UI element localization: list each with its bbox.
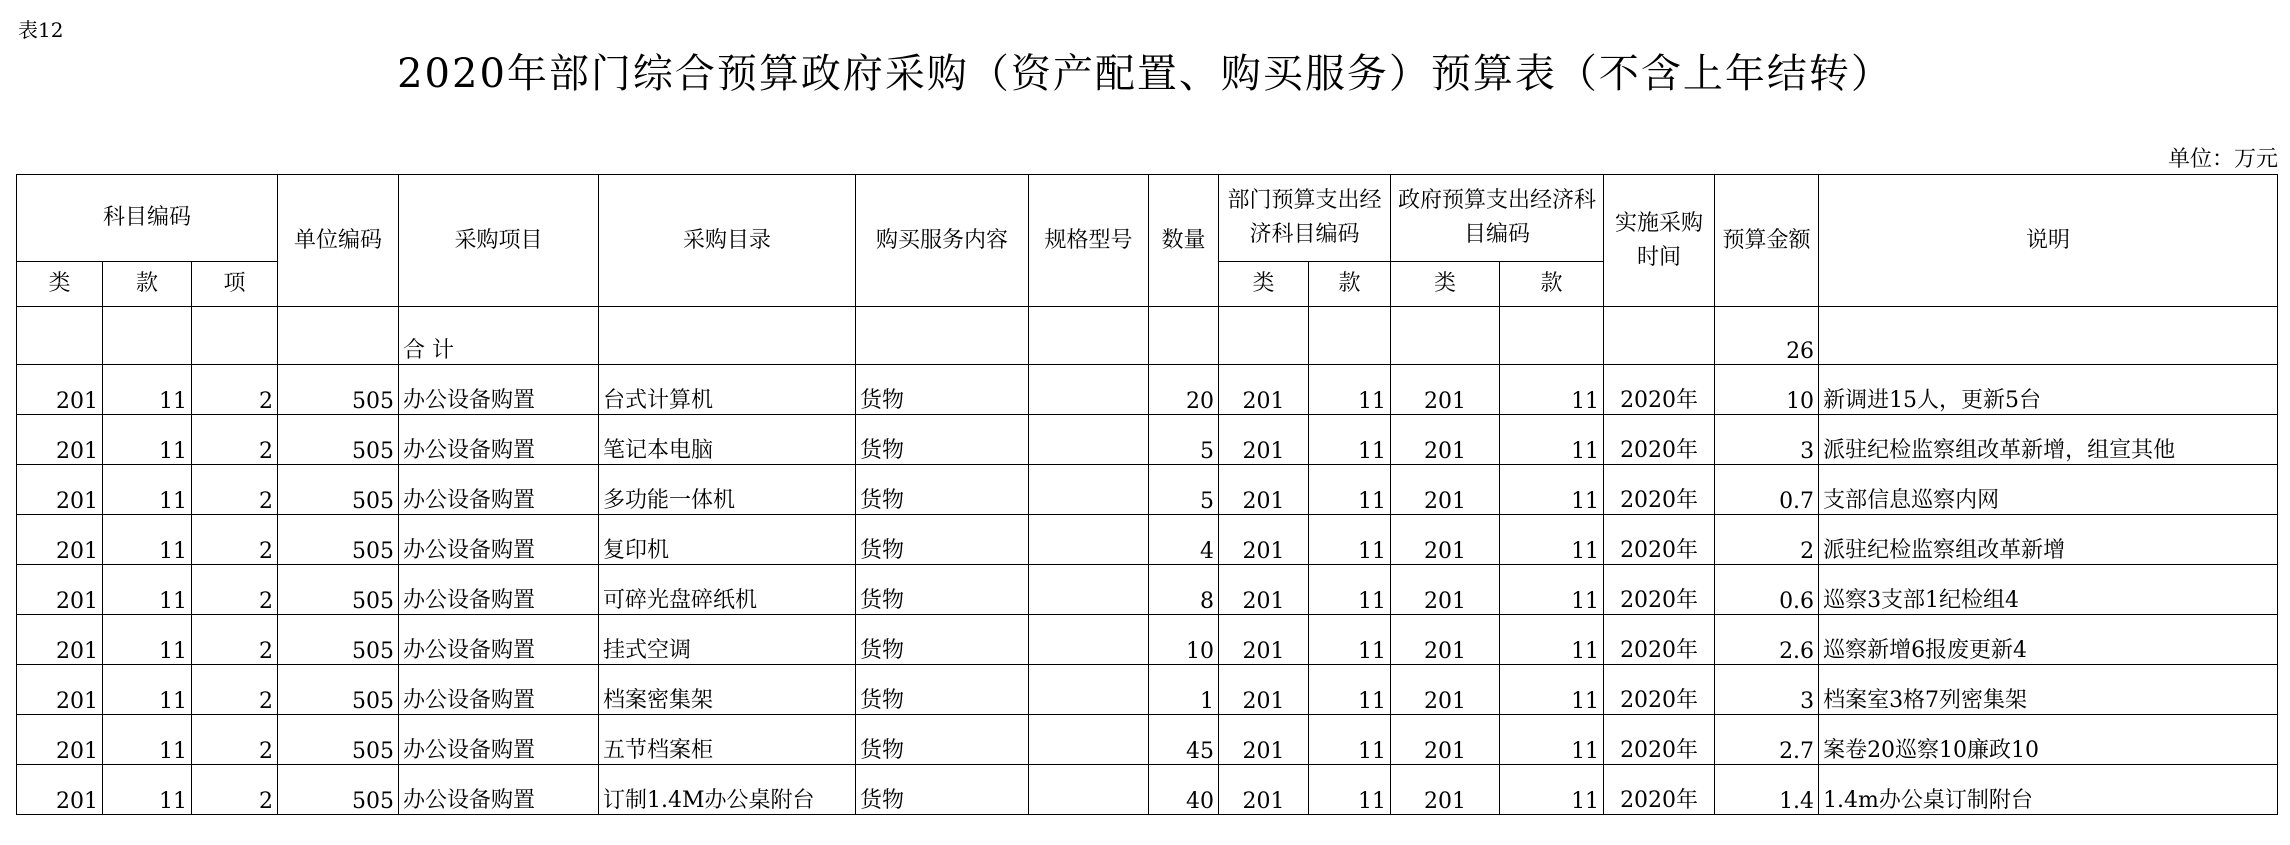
amount-cell: 10 <box>1715 365 1819 415</box>
total-cell <box>192 307 278 365</box>
xiang-cell: 2 <box>192 565 278 615</box>
header-gov-lei: 类 <box>1391 262 1500 307</box>
dept-kuan-cell: 11 <box>1309 415 1391 465</box>
page-title: 2020年部门综合预算政府采购（资产配置、购买服务）预算表（不含上年结转） <box>397 51 1893 97</box>
quantity-cell: 45 <box>1149 715 1219 765</box>
header-gov-econ-code: 政府预算支出经济科目编码 <box>1391 175 1604 262</box>
table-row <box>17 365 2278 415</box>
purchase-time-cell: 2020年 <box>1604 365 1715 415</box>
xiang-cell: 2 <box>192 615 278 665</box>
header-service-content: 购买服务内容 <box>856 175 1029 307</box>
unit-code-cell: 505 <box>278 615 399 665</box>
dept-lei-cell: 201 <box>1219 715 1309 765</box>
spec-cell <box>1029 565 1149 615</box>
service-content-cell: 货物 <box>856 515 1029 565</box>
gov-kuan-cell: 11 <box>1500 515 1604 565</box>
service-content-cell: 货物 <box>856 765 1029 815</box>
purchase-time-cell: 2020年 <box>1604 565 1715 615</box>
service-content-cell: 货物 <box>856 465 1029 515</box>
header-xiang: 项 <box>192 262 278 307</box>
unit-code-cell: 505 <box>278 465 399 515</box>
lei-cell: 201 <box>17 565 103 615</box>
purchase-catalog-cell: 订制1.4M办公桌附台 <box>599 765 856 815</box>
service-content-cell: 货物 <box>856 615 1029 665</box>
kuan-cell: 11 <box>103 465 192 515</box>
dept-kuan-cell: 11 <box>1309 565 1391 615</box>
table-row <box>17 715 2278 765</box>
amount-cell: 1.4 <box>1715 765 1819 815</box>
amount-cell: 2.6 <box>1715 615 1819 665</box>
spec-cell <box>1029 415 1149 465</box>
dept-lei-cell: 201 <box>1219 665 1309 715</box>
amount-cell: 3 <box>1715 415 1819 465</box>
gov-kuan-cell: 11 <box>1500 765 1604 815</box>
purchase-time-cell: 2020年 <box>1604 715 1715 765</box>
total-cell <box>1500 307 1604 365</box>
gov-lei-cell: 201 <box>1391 365 1500 415</box>
total-cell <box>1149 307 1219 365</box>
total-cell <box>103 307 192 365</box>
purchase-item-cell: 办公设备购置 <box>399 765 599 815</box>
total-row <box>17 307 2278 365</box>
quantity-cell: 20 <box>1149 365 1219 415</box>
note-cell: 派驻纪检监察组改革新增 <box>1819 515 2278 565</box>
gov-lei-cell: 201 <box>1391 515 1500 565</box>
total-cell <box>1604 307 1715 365</box>
unit-code-cell: 505 <box>278 765 399 815</box>
dept-kuan-cell: 11 <box>1309 515 1391 565</box>
amount-cell: 0.7 <box>1715 465 1819 515</box>
kuan-cell: 11 <box>103 515 192 565</box>
spec-cell <box>1029 715 1149 765</box>
xiang-cell: 2 <box>192 665 278 715</box>
xiang-cell: 2 <box>192 415 278 465</box>
purchase-catalog-cell: 台式计算机 <box>599 365 856 415</box>
gov-lei-cell: 201 <box>1391 565 1500 615</box>
lei-cell: 201 <box>17 365 103 415</box>
quantity-cell: 4 <box>1149 515 1219 565</box>
header-purchase-time: 实施采购时间 <box>1604 175 1715 307</box>
gov-kuan-cell: 11 <box>1500 615 1604 665</box>
total-cell <box>278 307 399 365</box>
amount-cell: 3 <box>1715 665 1819 715</box>
lei-cell: 201 <box>17 415 103 465</box>
purchase-item-cell: 办公设备购置 <box>399 465 599 515</box>
lei-cell: 201 <box>17 615 103 665</box>
total-label: 合 计 <box>399 307 599 365</box>
gov-kuan-cell: 11 <box>1500 465 1604 515</box>
xiang-cell: 2 <box>192 515 278 565</box>
spec-cell <box>1029 365 1149 415</box>
header-purchase-item: 采购项目 <box>399 175 599 307</box>
dept-kuan-cell: 11 <box>1309 465 1391 515</box>
header-spec: 规格型号 <box>1029 175 1149 307</box>
gov-lei-cell: 201 <box>1391 615 1500 665</box>
purchase-item-cell: 办公设备购置 <box>399 715 599 765</box>
dept-lei-cell: 201 <box>1219 565 1309 615</box>
quantity-cell: 5 <box>1149 415 1219 465</box>
spec-cell <box>1029 515 1149 565</box>
xiang-cell: 2 <box>192 465 278 515</box>
total-cell <box>1819 307 2278 365</box>
dept-kuan-cell: 11 <box>1309 715 1391 765</box>
purchase-time-cell: 2020年 <box>1604 415 1715 465</box>
note-cell: 巡察3支部1纪检组4 <box>1819 565 2278 615</box>
dept-lei-cell: 201 <box>1219 515 1309 565</box>
header-quantity: 数量 <box>1149 175 1219 307</box>
kuan-cell: 11 <box>103 415 192 465</box>
note-cell: 新调进15人，更新5台 <box>1819 365 2278 415</box>
header-gov-kuan: 款 <box>1500 262 1604 307</box>
lei-cell: 201 <box>17 715 103 765</box>
gov-lei-cell: 201 <box>1391 765 1500 815</box>
note-cell: 1.4m办公桌订制附台 <box>1819 765 2278 815</box>
spec-cell <box>1029 765 1149 815</box>
unit-code-cell: 505 <box>278 415 399 465</box>
purchase-time-cell: 2020年 <box>1604 515 1715 565</box>
total-cell <box>1309 307 1391 365</box>
header-dept-lei: 类 <box>1219 262 1309 307</box>
purchase-catalog-cell: 笔记本电脑 <box>599 415 856 465</box>
purchase-time-cell: 2020年 <box>1604 465 1715 515</box>
note-cell: 巡察新增6报废更新4 <box>1819 615 2278 665</box>
purchase-time-cell: 2020年 <box>1604 665 1715 715</box>
purchase-time-cell: 2020年 <box>1604 615 1715 665</box>
quantity-cell: 5 <box>1149 465 1219 515</box>
note-cell: 案卷20巡察10廉政10 <box>1819 715 2278 765</box>
kuan-cell: 11 <box>103 665 192 715</box>
unit-label: 单位：万元 <box>2167 147 2278 172</box>
service-content-cell: 货物 <box>856 415 1029 465</box>
dept-lei-cell: 201 <box>1219 615 1309 665</box>
header-kuan: 款 <box>103 262 192 307</box>
total-cell <box>17 307 103 365</box>
unit-code-cell: 505 <box>278 715 399 765</box>
table-row <box>17 665 2278 715</box>
header-note: 说明 <box>1819 175 2278 307</box>
unit-code-cell: 505 <box>278 665 399 715</box>
header-subject-code: 科目编码 <box>17 175 278 262</box>
dept-lei-cell: 201 <box>1219 765 1309 815</box>
total-cell <box>1029 307 1149 365</box>
note-cell: 派驻纪检监察组改革新增，组宣其他 <box>1819 415 2278 465</box>
spec-cell <box>1029 665 1149 715</box>
purchase-item-cell: 办公设备购置 <box>399 515 599 565</box>
gov-kuan-cell: 11 <box>1500 365 1604 415</box>
amount-cell: 0.6 <box>1715 565 1819 615</box>
purchase-item-cell: 办公设备购置 <box>399 365 599 415</box>
total-cell <box>599 307 856 365</box>
purchase-item-cell: 办公设备购置 <box>399 615 599 665</box>
lei-cell: 201 <box>17 665 103 715</box>
note-cell: 支部信息巡察内网 <box>1819 465 2278 515</box>
kuan-cell: 11 <box>103 365 192 415</box>
header-purchase-catalog: 采购目录 <box>599 175 856 307</box>
purchase-item-cell: 办公设备购置 <box>399 665 599 715</box>
gov-kuan-cell: 11 <box>1500 715 1604 765</box>
dept-lei-cell: 201 <box>1219 365 1309 415</box>
gov-lei-cell: 201 <box>1391 465 1500 515</box>
purchase-catalog-cell: 档案密集架 <box>599 665 856 715</box>
quantity-cell: 40 <box>1149 765 1219 815</box>
table-row <box>17 565 2278 615</box>
gov-kuan-cell: 11 <box>1500 415 1604 465</box>
service-content-cell: 货物 <box>856 365 1029 415</box>
xiang-cell: 2 <box>192 365 278 415</box>
service-content-cell: 货物 <box>856 565 1029 615</box>
service-content-cell: 货物 <box>856 665 1029 715</box>
total-cell <box>1391 307 1500 365</box>
dept-kuan-cell: 11 <box>1309 365 1391 415</box>
header-lei: 类 <box>17 262 103 307</box>
kuan-cell: 11 <box>103 765 192 815</box>
purchase-catalog-cell: 多功能一体机 <box>599 465 856 515</box>
table-row <box>17 765 2278 815</box>
dept-kuan-cell: 11 <box>1309 665 1391 715</box>
spec-cell <box>1029 465 1149 515</box>
total-cell <box>856 307 1029 365</box>
xiang-cell: 2 <box>192 765 278 815</box>
table-row <box>17 465 2278 515</box>
purchase-item-cell: 办公设备购置 <box>399 565 599 615</box>
lei-cell: 201 <box>17 765 103 815</box>
dept-kuan-cell: 11 <box>1309 765 1391 815</box>
amount-cell: 2 <box>1715 515 1819 565</box>
service-content-cell: 货物 <box>856 715 1029 765</box>
dept-kuan-cell: 11 <box>1309 615 1391 665</box>
total-cell <box>1219 307 1309 365</box>
kuan-cell: 11 <box>103 615 192 665</box>
total-amount: 26 <box>1715 307 1819 365</box>
kuan-cell: 11 <box>103 565 192 615</box>
gov-lei-cell: 201 <box>1391 665 1500 715</box>
lei-cell: 201 <box>17 465 103 515</box>
dept-lei-cell: 201 <box>1219 415 1309 465</box>
gov-kuan-cell: 11 <box>1500 665 1604 715</box>
purchase-catalog-cell: 挂式空调 <box>599 615 856 665</box>
purchase-catalog-cell: 复印机 <box>599 515 856 565</box>
note-cell: 档案室3格7列密集架 <box>1819 665 2278 715</box>
unit-code-cell: 505 <box>278 515 399 565</box>
budget-table <box>16 174 2278 815</box>
quantity-cell: 1 <box>1149 665 1219 715</box>
header-dept-kuan: 款 <box>1309 262 1391 307</box>
purchase-time-cell: 2020年 <box>1604 765 1715 815</box>
gov-lei-cell: 201 <box>1391 415 1500 465</box>
purchase-catalog-cell: 五节档案柜 <box>599 715 856 765</box>
dept-lei-cell: 201 <box>1219 465 1309 515</box>
purchase-catalog-cell: 可碎光盘碎纸机 <box>599 565 856 615</box>
table-number: 表12 <box>18 18 64 42</box>
header-amount: 预算金额 <box>1715 175 1819 307</box>
header-dept-econ-code: 部门预算支出经济科目编码 <box>1219 175 1391 262</box>
kuan-cell: 11 <box>103 715 192 765</box>
unit-code-cell: 505 <box>278 565 399 615</box>
table-row <box>17 415 2278 465</box>
xiang-cell: 2 <box>192 715 278 765</box>
spec-cell <box>1029 615 1149 665</box>
quantity-cell: 8 <box>1149 565 1219 615</box>
gov-kuan-cell: 11 <box>1500 565 1604 615</box>
unit-code-cell: 505 <box>278 365 399 415</box>
lei-cell: 201 <box>17 515 103 565</box>
gov-lei-cell: 201 <box>1391 715 1500 765</box>
amount-cell: 2.7 <box>1715 715 1819 765</box>
header-unit-code: 单位编码 <box>278 175 399 307</box>
table-row <box>17 615 2278 665</box>
table-row <box>17 515 2278 565</box>
purchase-item-cell: 办公设备购置 <box>399 415 599 465</box>
quantity-cell: 10 <box>1149 615 1219 665</box>
